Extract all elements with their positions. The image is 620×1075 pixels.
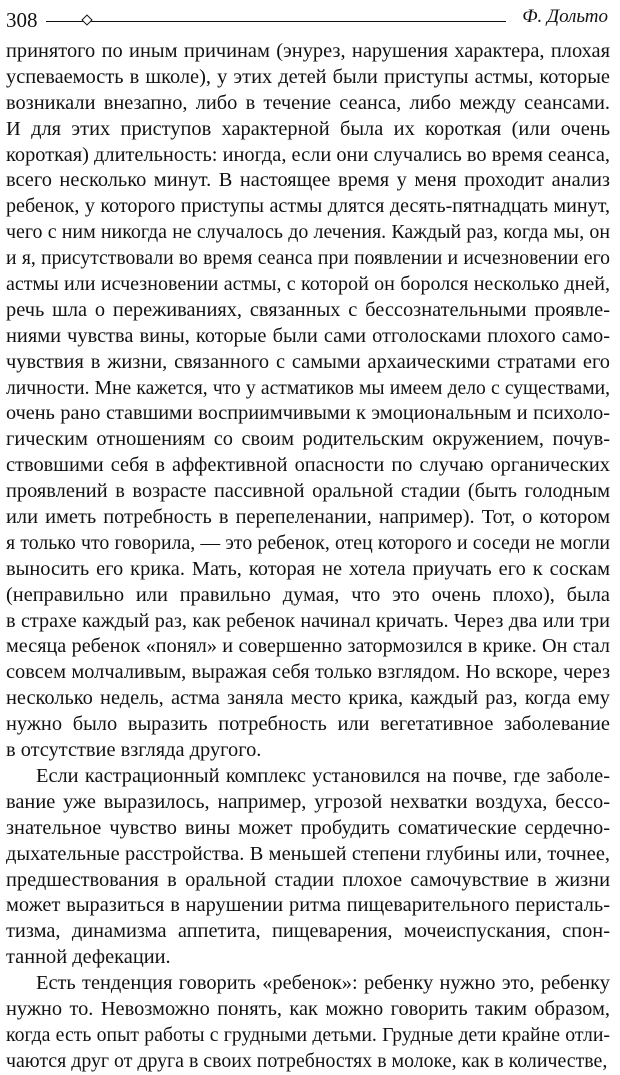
- text-line: чаются друг от друга в своих потребностях в молоке, как в количестве,: [6, 1049, 608, 1072]
- header-rule: [46, 21, 506, 22]
- paragraph: [6, 39, 610, 764]
- text-line: личности. Мне кажется, что у астматиков мы имеем дело с существами,: [6, 377, 610, 399]
- text-line: когда есть опыт работы с грудными детьми. Грудные дети крайне отли-: [6, 1023, 610, 1046]
- text-line: в отсутствие взгляда другого.: [6, 739, 262, 762]
- text-line: речь шла о переживаниях, связанных с бессознательными проявле-: [6, 298, 610, 321]
- paragraph: [6, 971, 610, 1075]
- text-line: дыхательные расстройства. В меньшей степени глубины или, точнее,: [6, 842, 610, 865]
- text-line: И для этих приступов характерной была их короткая (или очень: [6, 117, 610, 140]
- paragraph: [6, 764, 610, 971]
- text-line: чувствия в жизни, связанного с самыми архаическими стратами его: [6, 350, 610, 373]
- text-line: ребенок, у которого приступы астмы длятся десять-пятнадцать минут,: [6, 195, 610, 218]
- text-line: нужно то. Невозможно понять, как можно говорить таким образом,: [6, 997, 610, 1020]
- text-line: чего с ним никогда не случалось до лечения. Каждый раз, когда мы, он: [6, 221, 610, 244]
- page-header: [0, 0, 620, 40]
- text-line: совсем молчаливым, выражая себя только взглядом. Но вскоре, через: [6, 661, 610, 684]
- text-line: знательное чувство вины может пробудить соматические сердечно-: [6, 816, 610, 839]
- text-line: предшествования в оральной стадии плохое самочувствие в жизни: [6, 868, 610, 891]
- text-line: астмы или исчезновении астмы, с которой он боролся несколько дней,: [6, 273, 610, 296]
- running-head-author: Ф. Дольто: [522, 6, 608, 27]
- text-line: возникали внезапно, либо в течение сеанса, либо между сеансами.: [6, 91, 610, 114]
- text-line: выносить его крика. Мать, которая не хотела приучать его к соскам: [6, 557, 610, 580]
- text-line: проявлений в возрасте пассивной оральной стадии (быть голодным: [6, 480, 610, 503]
- text-line: несколько недель, астма заняла место крика, каждый раз, когда ему: [6, 687, 610, 710]
- text-line: или иметь потребность в перепеленании, например). Тот, о котором: [6, 506, 610, 529]
- text-line: тизма, динамизма аппетита, пищеварения, мочеиспускания, спон-: [6, 920, 610, 943]
- text-line: ствовшими себя в аффективной опасности по случаю органических: [6, 454, 610, 477]
- header-diamond-ornament: [81, 14, 92, 25]
- text-line: принятого по иным причинам (энурез, нарушения характера, плохая: [6, 40, 610, 62]
- body-text: [6, 39, 610, 1075]
- text-line: всего несколько минут. В настоящее время у меня проходит анализ: [6, 169, 610, 192]
- text-line: и я, присутствовали во время сеанса при появлении и исчезновении его: [6, 247, 610, 270]
- text-line: нужно было выразить потребность или вегетативное заболевание: [6, 713, 610, 736]
- text-line: Есть тенденция говорить «ребенок»: ребенку нужно это, ребенку: [36, 972, 610, 995]
- text-line: короткая) длительность: иногда, если они случались во время сеанса,: [6, 143, 610, 166]
- text-line: Если кастрационный комплекс установился на почве, где заболе-: [36, 764, 610, 787]
- text-line: очень рано ставшими восприимчивыми к эмоциональным и психоло-: [6, 402, 610, 425]
- page-number: 308: [6, 8, 38, 32]
- text-line: в страхе каждый раз, как ребенок начинал кричать. Через два или три: [6, 609, 610, 632]
- text-line: успеваемость в школе), у этих детей были приступы астмы, которые: [6, 65, 610, 88]
- text-line: ниями чувства вины, которые были сами отголосками плохого само-: [6, 324, 610, 347]
- text-line: может выразиться в нарушении ритма пищеварительного перисталь-: [6, 894, 610, 917]
- text-line: я только что говорила, — это ребенок, отец которого и соседи не могли: [6, 531, 610, 554]
- text-line: (неправильно или правильно думая, что это очень плохо), была: [6, 583, 610, 606]
- text-line: танной дефекации.: [6, 946, 171, 969]
- text-line: месяца ребенок «понял» и совершенно затормозился в крике. Он стал: [6, 635, 610, 658]
- text-line: гическим отношениям со своим родительским окружением, почув-: [6, 428, 610, 451]
- text-line: вание уже выразилось, например, угрозой нехватки воздуха, бессо-: [6, 790, 610, 813]
